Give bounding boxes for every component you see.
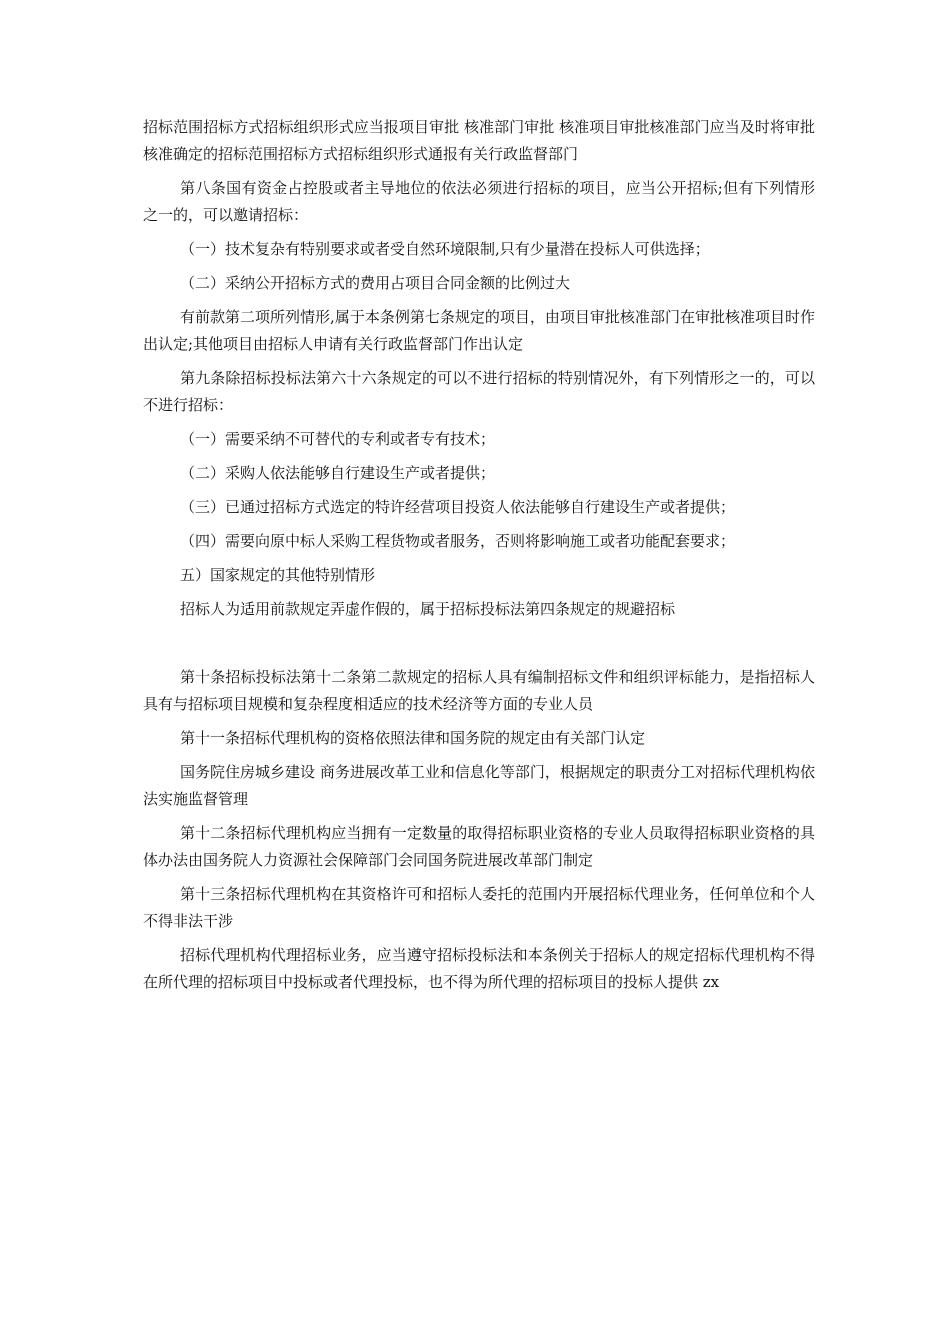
list-item-article-9-3: （三）已通过招标方式选定的特许经营项目投资人依法能够自行建设生产或者提供； [180, 498, 736, 516]
list-item-article-9-5: 五）国家规定的其他特别情形 [180, 566, 376, 584]
list-item-article-8-1: （一）技术复杂有特别要求或者受自然环境限制,只有少量潜在投标人可供选择； [180, 240, 710, 258]
paragraph-article-9: 第九条除招标投标法第六十六条规定的可以不进行招标的特别情况外，有下列情形之一的，可以不进行招标： [143, 369, 815, 414]
paragraph-article-13: 第十三条招标代理机构在其资格许可和招标人委托的范围内开展招标代理业务，任何单位和个人不得非法干涉 [143, 885, 815, 930]
paragraph-article-8-note: 有前款第二项所列情形,属于本条例第七条规定的项目，由项目审批核准部门在审批核准项目时作出认定;其他项目由招标人申请有关行政监督部门作出认定 [143, 308, 815, 353]
list-item-article-9-2: （二）采购人依法能够自行建设生产或者提供； [180, 464, 496, 482]
paragraph-article-11: 第十一条招标代理机构的资格依照法律和国务院的规定由有关部门认定 [180, 729, 646, 747]
paragraph-approval-scope: 招标范围招标方式招标组织形式应当报项目审批 核准部门审批 核准项目审批核准部门应当及时将审批核准确定的招标范围招标方式招标组织形式通报有关行政监督部门 [143, 118, 815, 163]
list-item-article-9-1: （一）需要采纳不可替代的专利或者专有技术； [180, 430, 496, 448]
paragraph-article-8: 第八条国有资金占控股或者主导地位的依法必须进行招标的项目，应当公开招标;但有下列情形之一的，可以邀请招标： [143, 179, 815, 224]
paragraph-article-13-note: 招标代理机构代理招标业务，应当遵守招标投标法和本条例关于招标人的规定招标代理机构不得在所代理的招标项目中投标或者代理投标，也不得为所代理的招标项目的投标人提供 zx [143, 946, 815, 991]
list-item-article-8-2: （二）采纳公开招标方式的费用占项目合同金额的比例过大 [180, 274, 571, 292]
document-body [143, 114, 815, 1003]
list-item-article-9-4: （四）需要向原中标人采购工程货物或者服务，否则将影响施工或者功能配套要求； [180, 532, 736, 550]
blank-line [143, 630, 815, 664]
paragraph-article-11-note: 国务院住房城乡建设 商务进展改革工业和信息化等部门，根据规定的职责分工对招标代理机构依法实施监督管理 [143, 763, 815, 808]
paragraph-article-10: 第十条招标投标法第十二条第二款规定的招标人具有编制招标文件和组织评标能力，是指招标人具有与招标项目规模和复杂程度相适应的技术经济等方面的专业人员 [143, 668, 815, 713]
paragraph-article-12: 第十二条招标代理机构应当拥有一定数量的取得招标职业资格的专业人员取得招标职业资格的具体办法由国务院人力资源社会保障部门会同国务院进展改革部门制定 [143, 824, 815, 869]
paragraph-article-9-note: 招标人为适用前款规定弄虚作假的，属于招标投标法第四条规定的规避招标 [180, 600, 676, 618]
